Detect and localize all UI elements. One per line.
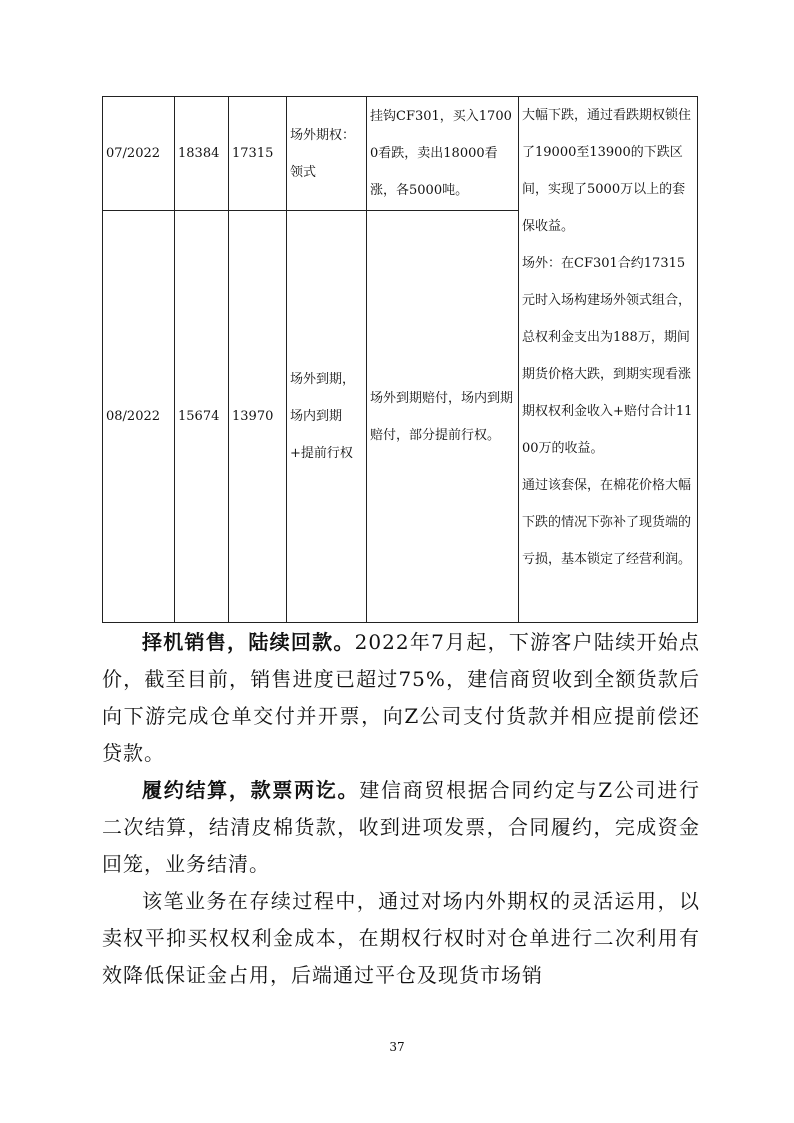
cell-action: 挂钩CF301，买入17000看跌，卖出18000看涨，各5000吨。 <box>367 97 519 211</box>
paragraph-text: 建信商贸根据合同约定与Z公司进行二次结算，结清皮棉货款，收到进项发票，合同履约，完成资金回笼，业务结清。 <box>102 778 701 876</box>
body-text <box>102 624 700 994</box>
cell-conclusion <box>519 97 698 623</box>
cell-price-b: 17315 <box>229 97 287 211</box>
paragraph <box>102 772 700 883</box>
cell-option-type: 场外期权：领式 <box>287 97 367 211</box>
conclusion-line: 场外：在CF301合约17315元时入场构建场外领式组合，总权利金支出为188万，期间期货价格大跌，到期实现看涨期权权利金收入+赔付合计1100万的收益。 <box>522 256 693 456</box>
page-number: 37 <box>389 1040 405 1054</box>
paragraph-text: 2022年7月起，下游客户陆续开始点价，截至目前，销售进度已超过75%，建信商贸收到全额货款后向下游完成仓单交付并开票，向Z公司支付货款并相应提前偿还贷款。 <box>102 630 700 765</box>
conclusion-line: 通过该套保，在棉花价格大幅下跌的情况下弥补了现货端的亏损，基本锁定了经营利润。 <box>522 478 692 567</box>
cell-price-a: 18384 <box>175 97 229 211</box>
paragraph-heading: 履约结算，款票两讫。 <box>142 778 360 802</box>
table-row <box>103 97 698 211</box>
paragraph <box>102 883 700 994</box>
cell-option-type: 场外到期，场内到期+提前行权 <box>287 211 367 623</box>
cell-price-a: 15674 <box>175 211 229 623</box>
cell-action: 场外到期赔付，场内到期赔付，部分提前行权。 <box>367 211 519 623</box>
cell-price-b: 13970 <box>229 211 287 623</box>
paragraph <box>102 624 700 772</box>
options-table <box>102 96 698 623</box>
paragraph-text: 该笔业务在存续过程中，通过对场内外期权的灵活运用，以卖权平抑买权权利金成本，在期权行权时对仓单进行二次利用有效降低保证金占用，后端通过平仓及现货市场销 <box>102 889 700 987</box>
cell-date: 07/2022 <box>103 97 175 211</box>
conclusion-line: 大幅下跌，通过看跌期权锁住了19000至13900的下跌区间，实现了5000万以上的套保收益。 <box>522 108 692 234</box>
paragraph-heading: 择机销售，陆续回款。 <box>142 630 355 654</box>
cell-date: 08/2022 <box>103 211 175 623</box>
